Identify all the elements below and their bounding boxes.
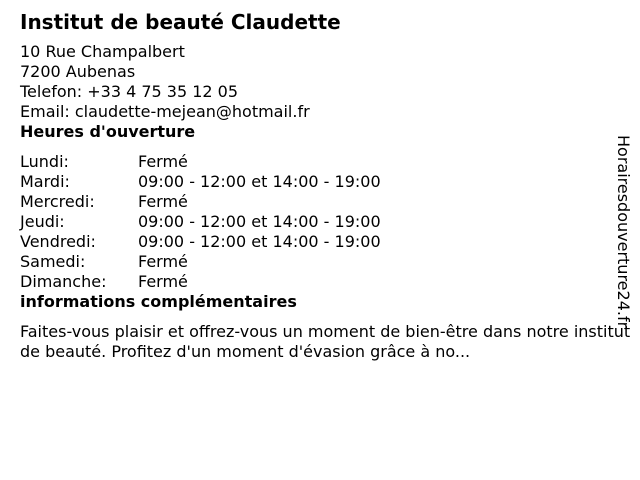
info-heading: informations complémentaires xyxy=(20,292,297,311)
business-name: Institut de beauté Claudette xyxy=(20,10,341,34)
day-label: Mercredi: xyxy=(20,192,95,211)
email-address: Email: claudette-mejean@hotmail.fr xyxy=(20,102,310,121)
city-address: 7200 Aubenas xyxy=(20,62,136,81)
day-hours: Fermé xyxy=(138,272,188,291)
day-label: Mardi: xyxy=(20,172,70,191)
day-hours: Fermé xyxy=(138,192,188,211)
day-label: Jeudi: xyxy=(20,212,65,231)
hours-row-friday xyxy=(20,232,630,252)
day-hours: 09:00 - 12:00 et 14:00 - 19:00 xyxy=(138,172,381,191)
hours-row-sunday xyxy=(20,272,630,292)
day-hours: 09:00 - 12:00 et 14:00 - 19:00 xyxy=(138,212,381,231)
hours-row-thursday xyxy=(20,212,630,232)
day-label: Lundi: xyxy=(20,152,69,171)
hours-heading: Heures d'ouverture xyxy=(20,122,196,141)
phone-number: Telefon: +33 4 75 35 12 05 xyxy=(20,82,239,101)
day-hours: Fermé xyxy=(138,152,188,171)
hours-row-monday xyxy=(20,152,630,172)
opening-hours-list xyxy=(20,152,630,292)
day-label: Samedi: xyxy=(20,252,86,271)
hours-row-wednesday xyxy=(20,192,630,212)
business-card xyxy=(20,10,630,362)
day-hours: Fermé xyxy=(138,252,188,271)
info-description: Faites-vous plaisir et offrez-vous un moment de bien-être dans notre institut de beauté. Profitez d'un moment d'évasion grâce à no... xyxy=(20,322,631,361)
day-hours: 09:00 - 12:00 et 14:00 - 19:00 xyxy=(138,232,381,251)
street-address: 10 Rue Champalbert xyxy=(20,42,185,61)
hours-row-tuesday xyxy=(20,172,630,192)
site-watermark: Horairesdouverture24.fr xyxy=(614,135,633,329)
day-label: Dimanche: xyxy=(20,272,107,291)
hours-row-saturday xyxy=(20,252,630,272)
day-label: Vendredi: xyxy=(20,232,96,251)
contact-block xyxy=(20,42,630,122)
